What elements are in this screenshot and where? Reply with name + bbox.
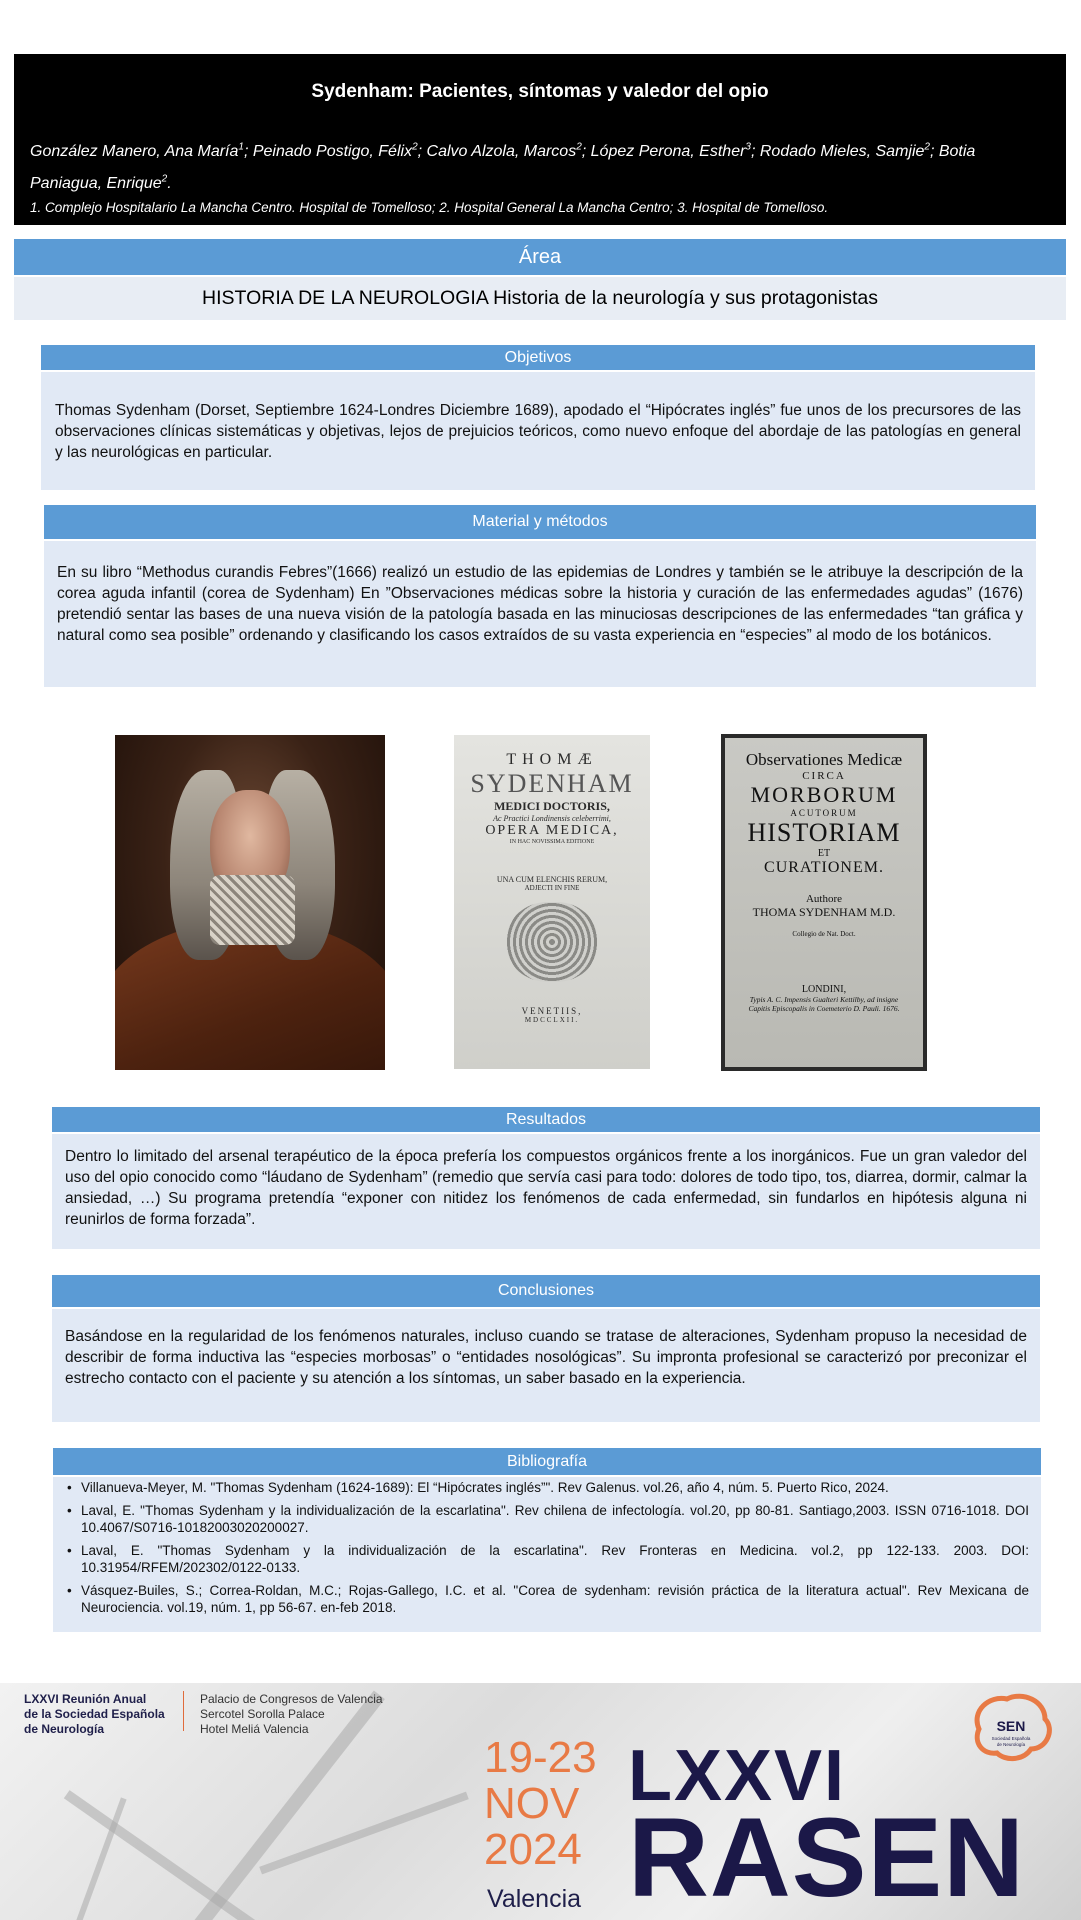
area-heading: Área xyxy=(14,239,1066,275)
reference-item: • Laval, E. "Thomas Sydenham y la individualización de la escarlatina". Rev chilena de infectología. vol.20, pp 80-81. Santiago,2003. ISSN 0716-1018. DOI 10.4067/S0716-10182003020200027. xyxy=(65,1502,1029,1536)
svg-text:Sociedad Española: Sociedad Española xyxy=(991,1736,1031,1741)
author-list xyxy=(30,134,1026,197)
reference-item: • Laval, E. "Thomas Sydenham y la individualización de la escarlatina". Rev Fronteras en Medicina. vol.2, pp 122-133. 2003. DOI: 10.31954/RFEM/202302/0122-0133. xyxy=(65,1542,1029,1576)
meeting-name: LXXVI Reunión Anual de la Sociedad Española de Neurología xyxy=(24,1692,165,1736)
bibliografia-heading: Bibliografía xyxy=(53,1448,1041,1475)
poster-title: Sydenham: Pacientes, síntomas y valedor del opio xyxy=(311,81,769,102)
affiliations: 1. Complejo Hospitalario La Mancha Centro. Hospital de Tomelloso; 2. Hospital General La Mancha Centro; 3. Hospital de Tomelloso. xyxy=(30,200,829,215)
author: López Perona, Esther$^3$; xyxy=(590,142,760,161)
brand-edition: LXXVI xyxy=(628,1736,847,1816)
brand-name: RASEN xyxy=(628,1795,1026,1920)
objetivos-text: Thomas Sydenham (Dorset, Septiembre 1624-Londres Diciembre 1689), apodado el “Hipócrates inglés” fue unos de los precursores de las observaciones clínicas sistemáticas y objetivas, lejos de prejuicios teóricos, como nuevo enfoque del abordaje de las patologías en general y las neurológicas en particular. xyxy=(41,372,1035,490)
resultados-heading: Resultados xyxy=(52,1107,1040,1132)
venue-list: Palacio de Congresos de Valencia Sercotel Sorolla Palace Hotel Meliá Valencia xyxy=(200,1692,383,1736)
resultados-text: Dentro lo limitado del arsenal terapéutico de la época prefería los compuestos orgánicos frente a los inorgánicos. Fue un gran valedor del uso del opio conocido como “láudano de Sydenham” (remedio que servía casi para todo: dolores de todo tipo, tos, diarrea, dormir, calmar la ansiedad, …) Su programa pretendía “exponer con nitidez los fenómenos de cada enfermedad, sin fundarlos en hipótesis alguna ni reunirlos de forma forzada”. xyxy=(52,1134,1040,1249)
congress-banner xyxy=(0,1683,1081,1920)
objetivos-heading: Objetivos xyxy=(41,345,1035,370)
reference-item: • Villanueva-Meyer, M. "Thomas Sydenham (1624-1689): El “Hipócrates inglés”". Rev Galenus. vol.26, año 4, núm. 5. Puerto Rico, 2024. xyxy=(65,1479,1029,1496)
author: Peinado Postigo, Félix$^2$; xyxy=(252,142,427,161)
svg-text:SEN: SEN xyxy=(996,1718,1026,1734)
opera-medica-title-page-image: THOMÆ SYDENHAM MEDICI DOCTORIS, Ac Practici Londinensis celeberrimi, OPERA MEDICA, IN HAC NOVISSIMA EDITIONE UNA CUM ELENCHIS RERUM, ADJECTI IN FINE VENETIIS, MDCCLXII. xyxy=(454,735,650,1069)
sen-logo-icon xyxy=(965,1689,1057,1769)
congress-dates: 19-23 NOV 2024 xyxy=(484,1733,597,1874)
material-heading: Material y métodos xyxy=(44,505,1036,539)
area-value: HISTORIA DE LA NEUROLOGIA Historia de la neurología y sus protagonistas xyxy=(14,277,1066,320)
author: Rodado Mieles, Samjie$^2$; xyxy=(759,142,939,161)
poster-header xyxy=(14,54,1066,225)
congress-city: Valencia xyxy=(487,1885,582,1913)
sydenham-portrait-image xyxy=(115,735,385,1070)
author: Botia Paniagua, Enrique$^2$. xyxy=(30,143,976,192)
material-text: En su libro “Methodus curandis Febres”(1666) realizó un estudio de las epidemias de Londres y también se le atribuye la descripción de la corea aguda infantil (corea de Sydenham) En ”Observaciones médicas sobre la historia y curación de las enfermedades agudas” (1676) pretendió sentar las bases de una nueva visión de la patología basada en las minuciosas descripciones de las enfermedades “tan gráfica y natural como sea posible” ordenando y clasificando los casos extraídos de su vasta experiencia en “especies” al modo de los botánicos. xyxy=(44,541,1036,687)
svg-text:de Neurología: de Neurología xyxy=(996,1742,1026,1747)
author: Calvo Alzola, Marcos$^2$; xyxy=(426,142,591,161)
ornament-icon xyxy=(507,902,597,982)
conclusiones-text: Basándose en la regularidad de los fenómenos naturales, incluso cuando se tratase de alteraciones, Sydenham propuso la necesidad de describir de forma inductiva las “especies morbosas” o “entidades nosológicas”. Su impronta profesional se caracterizó por preconizar el estrecho contacto con el paciente y su atención a los síntomas, un saber basado en la experiencia. xyxy=(52,1309,1040,1422)
conclusiones-heading: Conclusiones xyxy=(52,1275,1040,1307)
observationes-medicae-title-page-image: Observationes Medicæ CIRCA MORBORUM ACUTORUM HISTORIAM ET CURATIONEM. Authore THOMA SYDENHAM M.D. Collegio de Nat. Doct. LONDINI, Typis A. C. Impensis Gualteri Kettilby, ad insigne Capitis Episcopalis in Coemeterio D. Pauli. 1676. xyxy=(721,734,927,1071)
bibliografia-list xyxy=(53,1477,1041,1632)
reference-item: • Vásquez-Builes, S.; Correa-Roldan, M.C.; Rojas-Gallego, I.C. et al. "Corea de sydenham: revisión práctica de la literatura actual". Rev Mexicana de Neurociencia. vol.19, núm. 1, pp 56-67. en-feb 2018. xyxy=(65,1582,1029,1616)
author: González Manero, Ana María$^1$; xyxy=(30,142,253,161)
divider xyxy=(183,1691,184,1731)
